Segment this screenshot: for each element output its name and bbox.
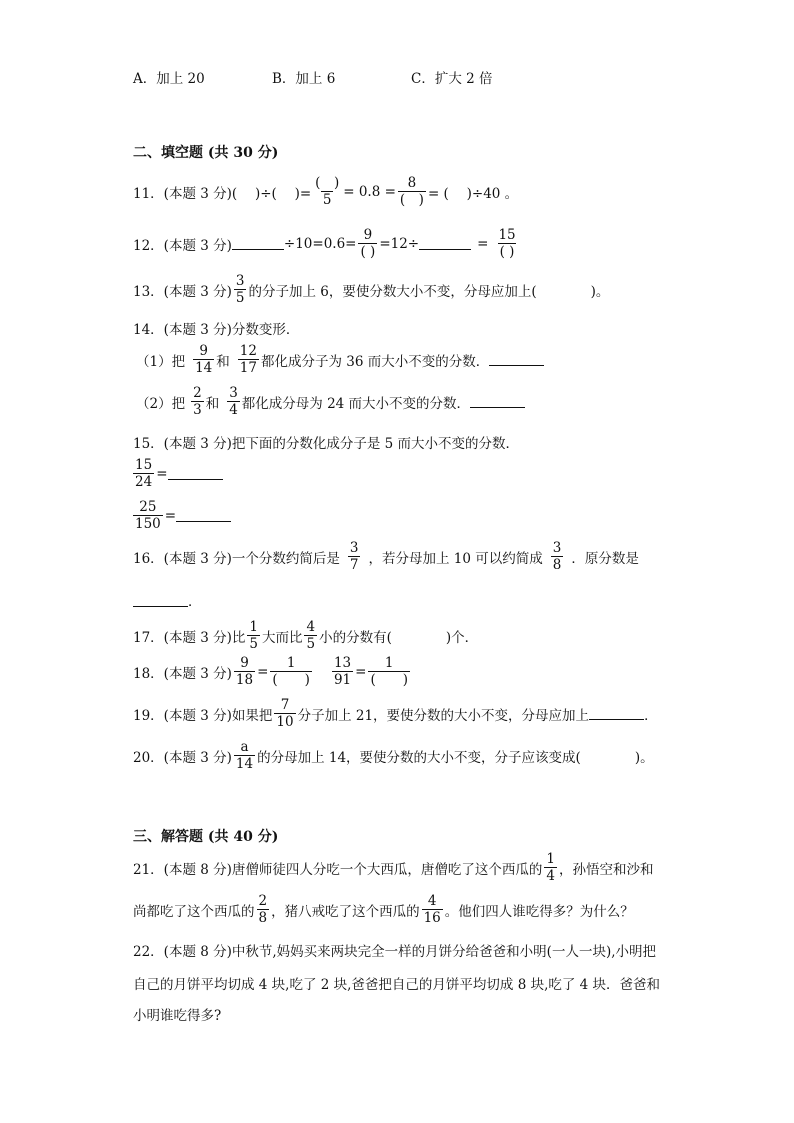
q14-p2-blank[interactable]	[470, 395, 525, 408]
q11-suffix: = ( )÷40 。	[427, 185, 519, 202]
q16-prefix: 16．(本题 3 分)一个分数约简后是	[133, 550, 340, 567]
q12-mid-2: =12÷	[379, 235, 420, 252]
q11-fraction-1: $\frac{( )}{5}$	[315, 175, 340, 209]
q16-fraction-1: $\frac{3}{7}$	[349, 540, 359, 574]
q11-mid: = 0.8 =	[343, 183, 396, 200]
q14-p2-and: 和	[205, 395, 220, 412]
q21-fraction-3: $\frac{4}{16}$	[423, 893, 441, 927]
q18-prefix: 18．(本题 3 分)	[133, 665, 232, 682]
q19-blank[interactable]	[589, 707, 644, 720]
q18-a-fraction: $\frac{9}{18}$	[235, 655, 254, 689]
q17-suffix: 小的分数有( )个．	[319, 629, 479, 646]
q17-mid: 大而比	[261, 629, 303, 646]
q21-fraction-2: $\frac{2}{8}$	[258, 893, 268, 927]
section-title-answer: 三、解答题 (共 40 分)	[133, 829, 279, 845]
question-11	[133, 176, 518, 207]
q17-fraction-2: $\frac{4}{5}$	[306, 619, 316, 653]
question-13	[133, 274, 609, 305]
q14-p1-fraction-2: $\frac{12}{17}$	[239, 343, 257, 377]
q13-suffix: 的分子加上 6，要使分数大小不变，分母应加上( )。	[248, 283, 610, 300]
q20-fraction: $\frac{a}{14}$	[235, 739, 254, 773]
q18-a-equals: =	[257, 663, 269, 680]
q18-b-fraction: $\frac{13}{91}$	[333, 655, 352, 689]
q16-mid: ，若分母加上 10 可以约简成	[368, 550, 543, 567]
q19-suffix: 分子加上 21，要使分数的大小不变，分母应加上	[297, 707, 590, 724]
q12-mid-1: ÷10=0.6=	[283, 235, 357, 252]
question-12	[133, 228, 520, 259]
q21-fraction-1: $\frac{1}{4}$	[546, 851, 555, 885]
q12-blank-2[interactable]	[419, 237, 471, 250]
question-22-line-3: 小明谁吃得多?	[133, 1008, 222, 1024]
q18-b-result: $\frac{1}{( )}$	[370, 655, 408, 689]
question-15: 15．(本题 3 分)把下面的分数化成分子是 5 而大小不变的分数．	[133, 436, 520, 452]
q14-p2-label: （2）把	[136, 395, 186, 412]
q16-fraction-2: $\frac{3}{8}$	[552, 540, 562, 574]
q16-suffix: ．原分数是	[571, 550, 639, 567]
q15-a-equals: =	[156, 465, 168, 482]
q15-a-blank[interactable]	[168, 467, 223, 480]
q15-b-blank[interactable]	[176, 509, 231, 522]
q15-item-a	[131, 458, 223, 489]
question-19	[133, 698, 658, 729]
q18-a-result: $\frac{1}{( )}$	[272, 655, 310, 689]
question-14: 14．(本题 3 分)分数变形．	[133, 322, 300, 338]
q13-prefix: 13．(本题 3 分)	[133, 283, 232, 300]
option-c: C．扩大 2 倍	[411, 71, 493, 87]
q12-fraction-1: $\frac{9}{( )}$	[360, 227, 376, 261]
q16-end: ．	[188, 594, 202, 610]
q14-p1-fraction-1: $\frac{9}{14}$	[195, 343, 213, 377]
q14-p2-fraction-1: $\frac{2}{3}$	[193, 385, 202, 419]
q21-part-4: ，猪八戒吃了这个西瓜的	[271, 903, 420, 920]
q12-prefix: 12．(本题 3 分)	[133, 237, 232, 254]
q14-p2-fraction-2: $\frac{3}{4}$	[229, 385, 238, 419]
q14-part-2	[136, 386, 525, 417]
q20-prefix: 20．(本题 3 分)	[133, 749, 232, 766]
question-22-line-2: 自己的月饼平均切成 4 块,吃了 2 块,爸爸把自己的月饼平均切成 8 块,吃了 4 块．爸爸和	[133, 977, 661, 993]
q15-b-equals: =	[164, 507, 177, 524]
question-18	[133, 656, 412, 687]
question-22-line-1: 22．(本题 8 分)中秋节,妈妈买来两块完全一样的月饼分给爸爸和小明(一人一块),小明把	[133, 944, 656, 960]
q15-a-fraction: $\frac{15}{24}$	[135, 457, 153, 491]
q14-p1-blank[interactable]	[489, 353, 544, 366]
q15-item-b	[131, 500, 231, 531]
question-21-line-2	[133, 894, 634, 925]
section-title-fill-blank: 二、填空题 (共 30 分)	[133, 145, 279, 161]
q21-part-3: 尚都吃了这个西瓜的	[133, 903, 255, 920]
q16-blank[interactable]	[133, 594, 188, 607]
q12-equals: =	[477, 235, 489, 252]
q11-prefix: 11．(本题 3 分)( )÷( )=	[133, 185, 312, 202]
question-17	[133, 620, 478, 651]
q19-fraction: $\frac{7}{10}$	[276, 697, 294, 731]
question-16	[133, 541, 639, 572]
q14-p1-label: （1）把	[136, 353, 186, 370]
q17-fraction-1: $\frac{1}{5}$	[249, 619, 258, 653]
q21-part-2: ，孙悟空和沙和	[558, 861, 654, 878]
q20-suffix: 的分母加上 14，要使分数的大小不变，分子应该变成( )。	[257, 749, 654, 766]
q14-part-1	[136, 344, 544, 375]
q18-b-equals: =	[355, 663, 367, 680]
q19-end: ．	[644, 707, 658, 724]
q14-p1-suffix: 都化成分子为 36 而大小不变的分数．	[260, 353, 490, 370]
q16-answer-line	[133, 590, 202, 610]
q17-prefix: 17．(本题 3 分)比	[133, 629, 246, 646]
question-21-line-1	[133, 852, 653, 883]
option-a: A．加上 20	[133, 71, 205, 87]
q12-blank-1[interactable]	[232, 237, 284, 250]
q19-prefix: 19．(本题 3 分)如果把	[133, 707, 273, 724]
q21-part-5: 。他们四人谁吃得多？为什么？	[444, 903, 634, 920]
q14-p2-suffix: 都化成分母为 24 而大小不变的分数．	[241, 395, 471, 412]
question-20	[133, 740, 654, 771]
option-b: B．加上 6	[272, 71, 336, 87]
q11-fraction-2: $\frac{8}{( )}$	[399, 175, 424, 209]
q21-part-1: 21．(本题 8 分)唐僧师徒四人分吃一个大西瓜，唐僧吃了这个西瓜的	[133, 861, 543, 878]
q12-fraction-2: $\frac{15}{( )}$	[498, 227, 516, 261]
q13-fraction: $\frac{3}{5}$	[235, 273, 245, 307]
q15-b-fraction: $\frac{25}{150}$	[135, 499, 161, 533]
q14-p1-and: 和	[216, 353, 230, 370]
